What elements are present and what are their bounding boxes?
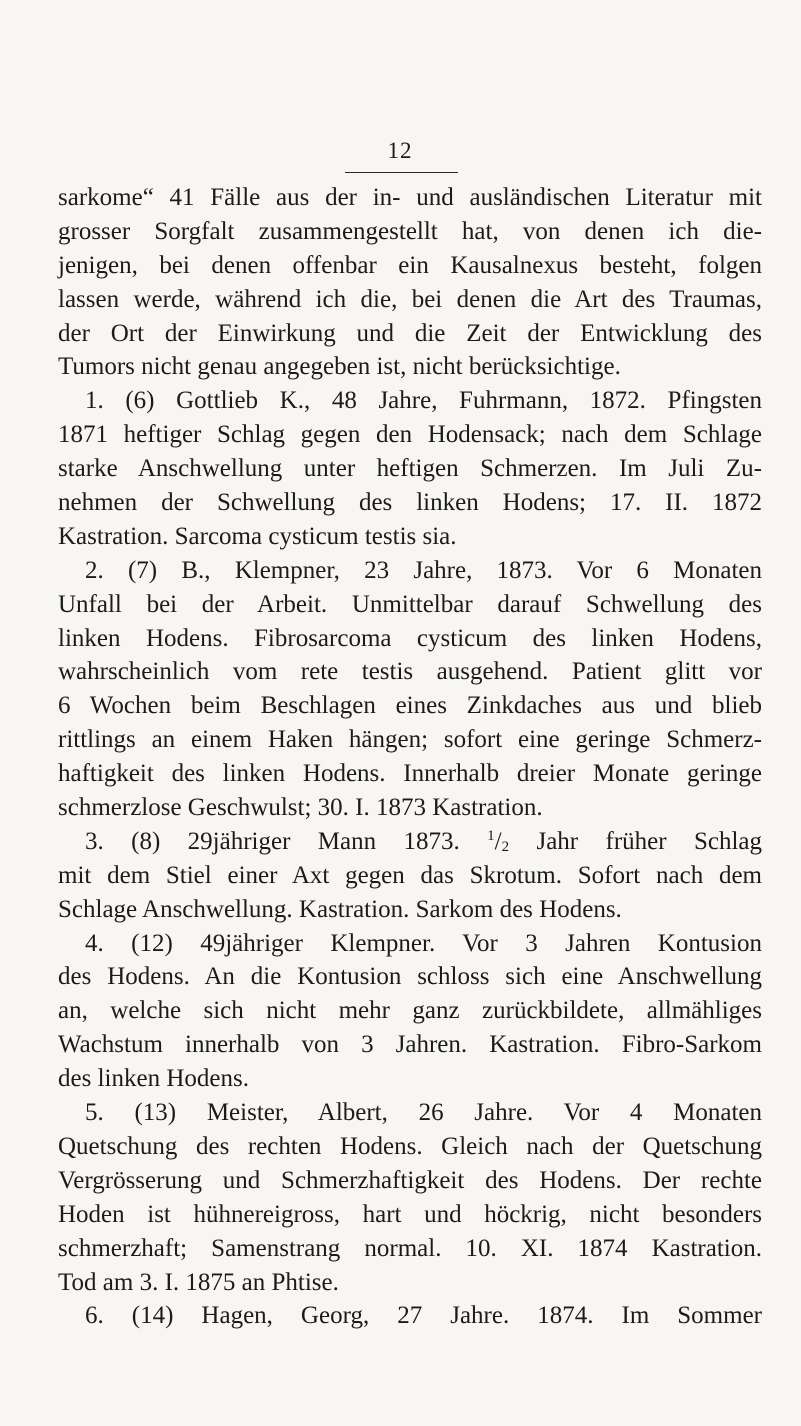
fraction-numerator: 1 — [487, 827, 495, 844]
fraction-slash: / — [494, 827, 502, 855]
body-text — [58, 181, 762, 1333]
text-line: nehmen der Schwellung des linken Hodens; 17. II. 1872 — [58, 489, 762, 517]
text-line: Schlage Anschwellung. Kastration. Sarkom des Hodens. — [58, 895, 622, 923]
text-line: Hoden ist hühnereigross, hart und höckrig, nicht besonders — [58, 1200, 762, 1228]
text-line: wahrscheinlich vom rete testis ausgehend. Patient glitt vor — [58, 658, 762, 686]
text-line: rittlings an einem Haken hängen; sofort eine geringe Schmerz- — [58, 726, 762, 754]
header-rule — [345, 172, 458, 173]
case-6-line: 6. (14) Hagen, Georg, 27 Jahre. 1874. Im Sommer — [85, 1302, 762, 1330]
text-line: Quetschung des rechten Hodens. Gleich nach der Quetschung — [58, 1132, 762, 1160]
text-fragment: 3. (8) 29jähriger Mann 1873. — [85, 827, 488, 855]
fraction-denominator: 2 — [501, 838, 510, 855]
text-line: schmerzlose Geschwulst; 30. I. 1873 Kastration. — [58, 794, 543, 822]
text-line: starke Anschwellung unter heftigen Schmerzen. Im Juli Zu- — [58, 455, 762, 483]
text-line: Kastration. Sarcoma cysticum testis sia. — [58, 522, 457, 550]
text-line: mit dem Stiel einer Axt gegen das Skrotum. Sofort nach dem — [58, 861, 762, 889]
case-3-line — [58, 825, 762, 859]
text-line: schmerzhaft; Samenstrang normal. 10. XI. 1874 Kastration. — [58, 1234, 762, 1262]
case-4-line: 4. (12) 49jähriger Klempner. Vor 3 Jahren Kontusion — [85, 929, 762, 957]
case-1-line: 1. (6) Gottlieb K., 48 Jahre, Fuhrmann, 1872. Pfingsten — [85, 387, 762, 415]
text-line: haftigkeit des linken Hodens. Innerhalb dreier Monate geringe — [58, 760, 762, 788]
text-line: jenigen, bei denen offenbar ein Kausalnexus besteht, folgen — [58, 251, 762, 279]
text-line: sarkome“ 41 Fälle aus der in- und ausländischen Literatur mit — [58, 184, 762, 211]
text-line: des linken Hodens. — [58, 1065, 249, 1093]
text-line: grosser Sorgfalt zusammengestellt hat, von denen ich die- — [58, 217, 762, 245]
text-line: Tumors nicht genau angegeben ist, nicht berücksichtige. — [58, 353, 621, 381]
text-line: 1871 heftiger Schlag gegen den Hodensack; nach dem Schlage — [58, 421, 762, 449]
text-line: der Ort der Einwirkung und die Zeit der Entwicklung des — [58, 319, 762, 347]
text-line: des Hodens. An die Kontusion schloss sich eine Anschwellung — [58, 963, 762, 991]
text-line: Tod am 3. I. 1875 an Phtise. — [58, 1268, 339, 1296]
page-number: 12 — [387, 138, 413, 163]
text-line: Vergrösserung und Schmerzhaftigkeit des Hodens. Der rechte — [58, 1166, 762, 1194]
text-line: Wachstum innerhalb von 3 Jahren. Kastration. Fibro-Sarkom — [58, 1031, 762, 1059]
case-2-line: 2. (7) B., Klempner, 23 Jahre, 1873. Vor 6 Monaten — [85, 556, 762, 584]
text-line: Unfall bei der Arbeit. Unmittelbar darauf Schwellung des — [58, 590, 762, 618]
text-line: lassen werde, während ich die, bei denen die Art des Traumas, — [58, 285, 762, 313]
text-line: linken Hodens. Fibrosarcoma cysticum des linken Hodens, — [58, 624, 762, 652]
text-line: an, welche sich nicht mehr ganz zurückbildete, allmähliges — [58, 997, 762, 1025]
case-5-line: 5. (13) Meister, Albert, 26 Jahre. Vor 4 Monaten — [85, 1099, 762, 1127]
text-fragment: Jahr früher Schlag — [509, 827, 762, 855]
text-line: 6 Wochen beim Beschlagen eines Zinkdaches aus und blieb — [58, 692, 762, 720]
